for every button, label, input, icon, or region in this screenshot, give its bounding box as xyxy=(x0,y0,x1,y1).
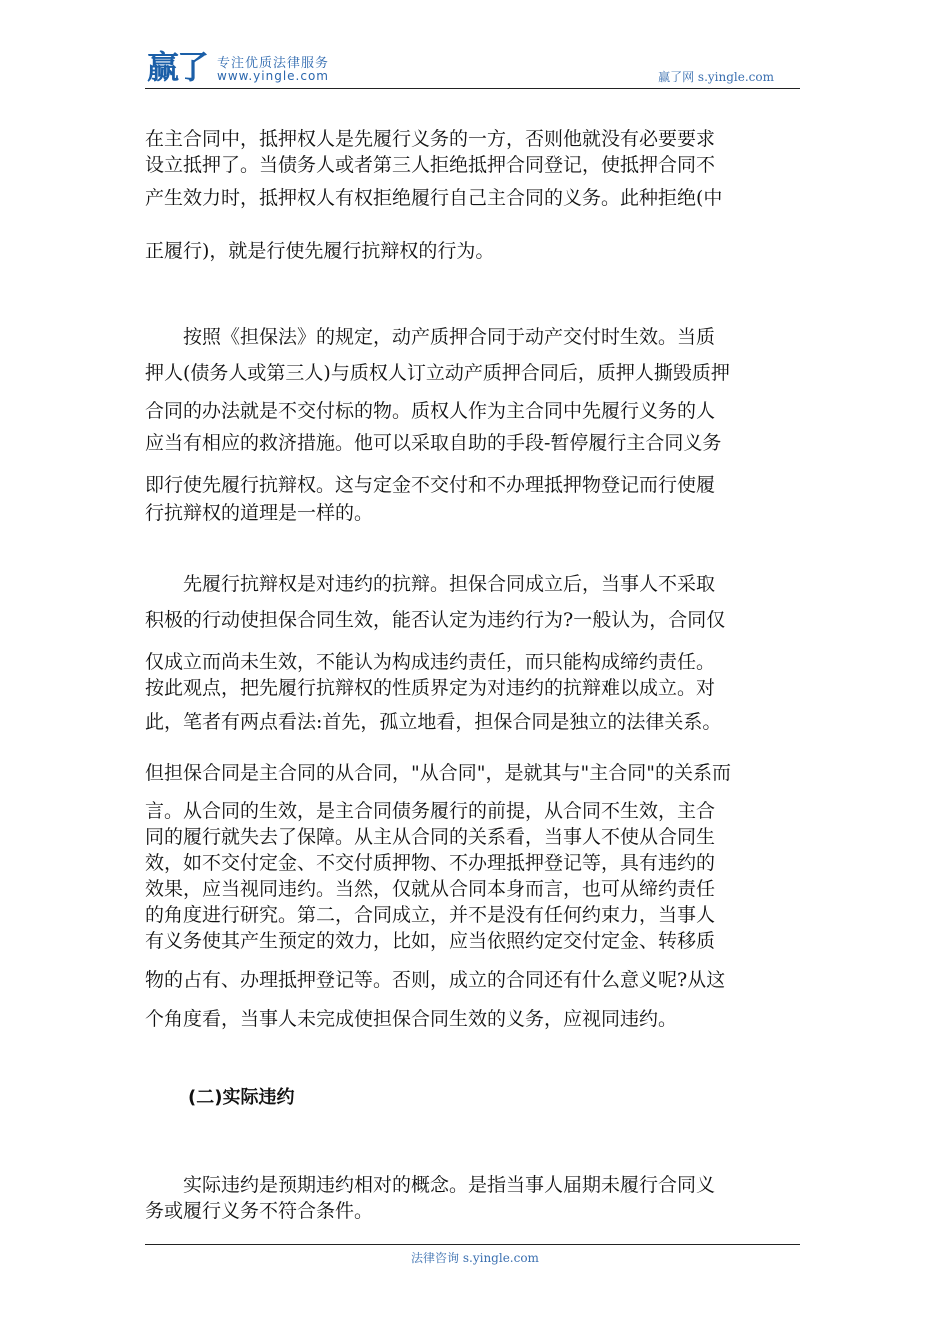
text-line: 个角度看，当事人未完成使担保合同生效的义务，应视同违约。 xyxy=(145,1008,678,1030)
text-line: 产生效力时，抵押权人有权拒绝履行自己主合同的义务。此种拒绝(中 xyxy=(145,187,723,209)
text-line: 言。从合同的生效，是主合同债务履行的前提，从合同不生效，主合 xyxy=(145,800,716,822)
text-line: 有义务使其产生预定的效力，比如，应当依照约定交付定金、转移质 xyxy=(145,930,716,952)
text-line: 积极的行动使担保合同生效，能否认定为违约行为?一般认为，合同仅 xyxy=(145,609,726,631)
text-line: 的角度进行研究。第二，合同成立，并不是没有任何约束力，当事人 xyxy=(145,904,716,926)
text-line: 按照《担保法》的规定，动产质押合同于动产交付时生效。当质 xyxy=(145,326,716,348)
logo-slogan: 专注优质法律服务 xyxy=(217,56,330,71)
text-line: 按此观点，把先履行抗辩权的性质界定为对违约的抗辩难以成立。对 xyxy=(145,677,716,699)
text-line: 即行使先履行抗辩权。这与定金不交付和不办理抵押物登记而行使履 xyxy=(145,474,716,496)
text-line: 正履行)，就是行使先履行抗辩权的行为。 xyxy=(145,240,495,262)
text-line: 押人(债务人或第三人)与质权人订立动产质押合同后，质押人撕毁质押 xyxy=(145,362,730,384)
page-header xyxy=(145,48,800,89)
text-line: 效果，应当视同违约。当然，仅就从合同本身而言，也可从缔约责任 xyxy=(145,878,716,900)
text-line: 设立抵押了。当债务人或者第三人拒绝抵押合同登记，使抵押合同不 xyxy=(145,154,716,176)
logo-mark: 赢了 xyxy=(147,48,208,86)
text-line: 先履行抗辩权是对违约的抗辩。担保合同成立后，当事人不采取 xyxy=(145,573,716,595)
text-line: 应当有相应的救济措施。他可以采取自助的手段-暂停履行主合同义务 xyxy=(145,432,722,454)
text-line: 在主合同中，抵押权人是先履行义务的一方，否则他就没有必要要求 xyxy=(145,128,716,150)
logo-url: www.yingle.com xyxy=(217,69,329,83)
text-line: 效，如不交付定金、不交付质押物、不办理抵押登记等，具有违约的 xyxy=(145,852,716,874)
text-line: 此，笔者有两点看法:首先，孤立地看，担保合同是独立的法律关系。 xyxy=(145,711,722,733)
text-line: 仅成立而尚未生效，不能认为构成违约责任，而只能构成缔约责任。 xyxy=(145,651,716,673)
text-line: 务或履行义务不符合条件。 xyxy=(145,1200,374,1222)
text-line: 合同的办法就是不交付标的物。质权人作为主合同中先履行义务的人 xyxy=(145,400,716,422)
text-line: 但担保合同是主合同的从合同，"从合同"，是就其与"主合同"的关系而 xyxy=(145,762,731,784)
section-heading: (二)实际违约 xyxy=(188,1087,295,1108)
text-line: 同的履行就失去了保障。从主从合同的关系看，当事人不使从合同生 xyxy=(145,826,716,848)
footer-link[interactable]: 法律咨询 s.yingle.com xyxy=(411,1251,539,1265)
text-line: 实际违约是预期违约相对的概念。是指当事人届期未履行合同义 xyxy=(145,1174,716,1196)
header-site-link[interactable]: 赢了网 s.yingle.com xyxy=(658,70,774,84)
text-line: 物的占有、办理抵押登记等。否则，成立的合同还有什么意义呢?从这 xyxy=(145,969,726,991)
footer-divider xyxy=(145,1244,800,1245)
text-line: 行抗辩权的道理是一样的。 xyxy=(145,502,374,524)
